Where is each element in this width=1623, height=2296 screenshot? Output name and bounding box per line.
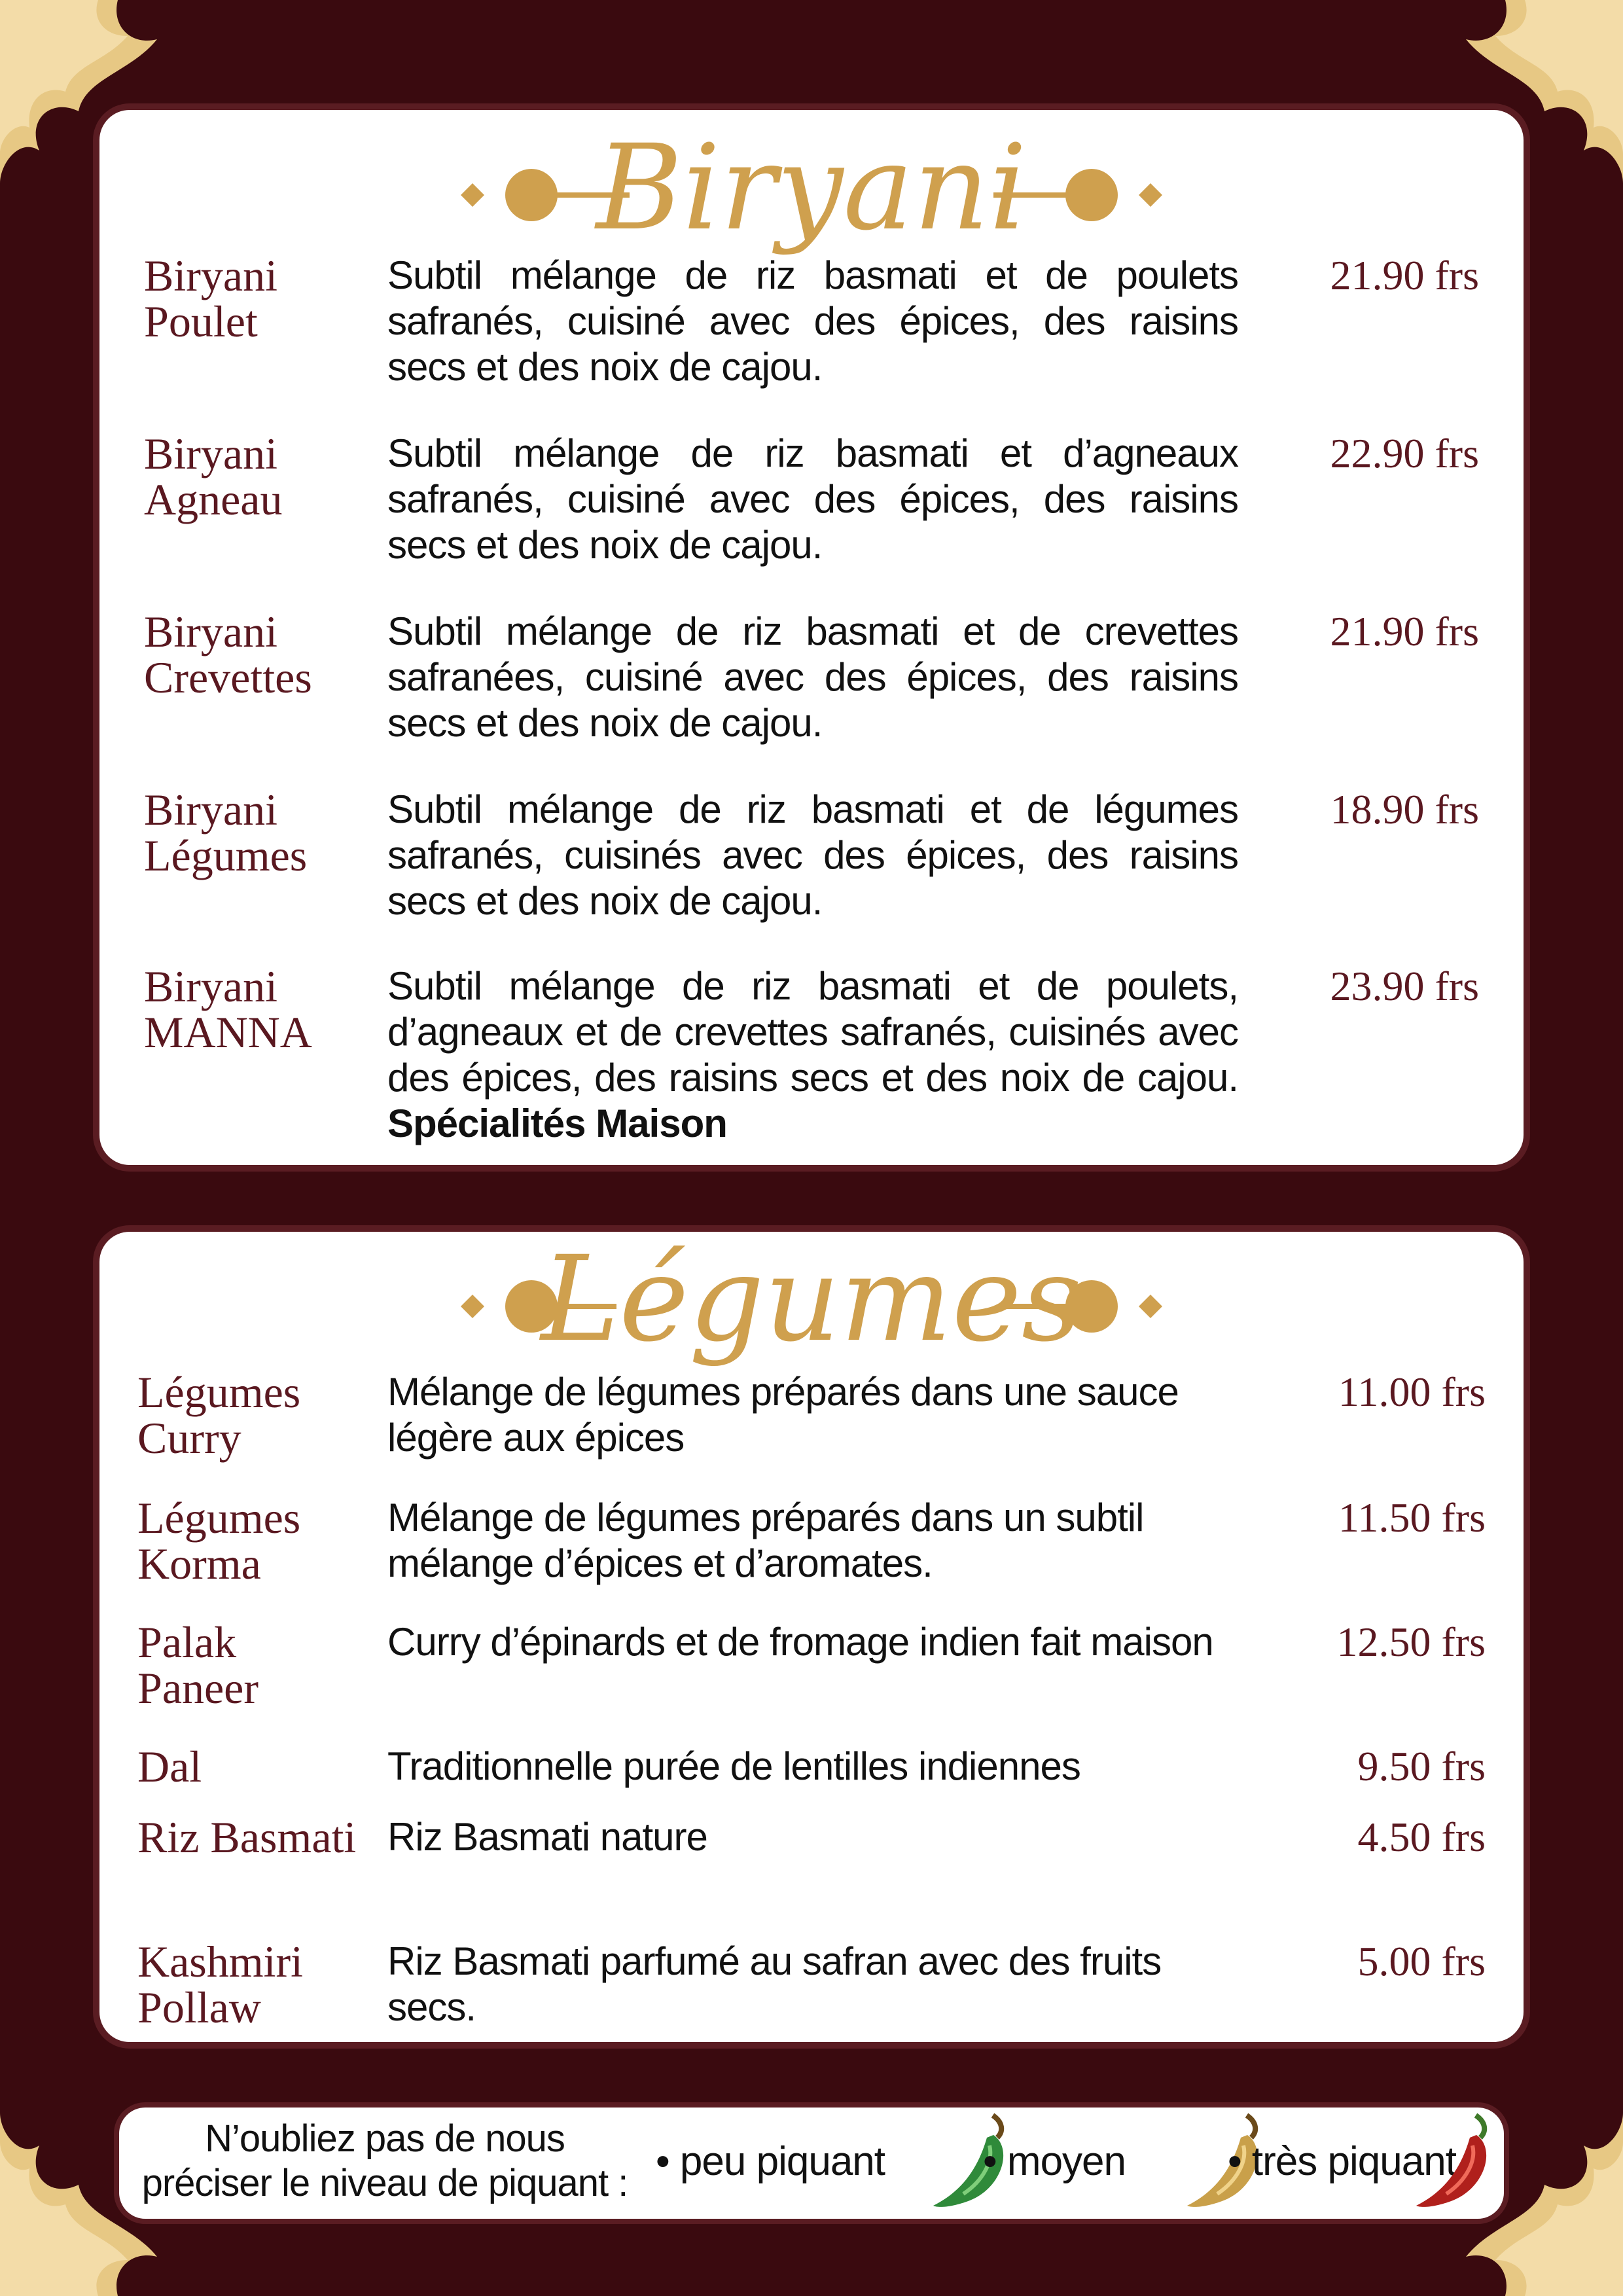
item-name: Légumes Curry: [137, 1367, 301, 1463]
item-name: Biryani Poulet: [144, 251, 277, 346]
item-price: 11.50 frs: [1338, 1494, 1486, 1541]
item-description: Subtil mélange de riz basmati et d’agneaux safranés, cuisiné avec des épices, des raisins secs et des noix de cajou.: [387, 431, 1238, 567]
item-name: Palak Paneer: [137, 1617, 259, 1713]
item-description: Riz Basmati parfumé au safran avec des fruits secs.: [387, 1939, 1162, 2029]
spice-level-hot: [1228, 2139, 1503, 2217]
spice-level-mild: [656, 2139, 1022, 2217]
section-title: Légumes: [541, 1231, 1082, 1368]
house-specialty-label: Spécialités Maison: [387, 1102, 727, 1145]
item-price: 4.50 frs: [1357, 1814, 1486, 1860]
item-description-text: Subtil mélange de riz basmati et de poulets, d’agneaux et de crevettes safranés, cuisinés avec des épices, des raisins secs et des noix de cajou.: [387, 964, 1238, 1100]
item-price: 9.50 frs: [1357, 1743, 1486, 1789]
item-price: 23.90 frs: [1330, 963, 1479, 1009]
item-description: [387, 963, 1238, 1147]
item-name: Biryani Crevettes: [144, 607, 312, 702]
item-price: 21.90 frs: [1330, 608, 1479, 655]
item-description: Mélange de légumes préparés dans un subtil mélange d’épices et d’aromates.: [387, 1496, 1144, 1585]
item-price: 11.00 frs: [1338, 1369, 1486, 1415]
spice-level-label: • très piquant: [1228, 2139, 1456, 2184]
item-description: Subtil mélange de riz basmati et de poulets safranés, cuisiné avec des épices, des raisins secs et des noix de cajou.: [387, 253, 1238, 389]
biryani-section: [99, 110, 1524, 1165]
item-name: Biryani Légumes: [144, 785, 308, 880]
item-description: Mélange de légumes préparés dans une sauce légère aux épices: [387, 1370, 1179, 1460]
item-price: 21.90 frs: [1330, 252, 1479, 298]
item-name: Kashmiri Pollaw: [137, 1937, 304, 2032]
item-price: 18.90 frs: [1330, 786, 1479, 833]
spice-level-legend: [119, 2108, 1504, 2219]
item-description: Traditionnelle purée de lentilles indiennes: [387, 1744, 1080, 1788]
item-description: Subtil mélange de riz basmati et de légumes safranés, cuisinés avec des épices, des raisins secs et des noix de cajou.: [387, 787, 1238, 923]
item-name: Dal: [137, 1742, 202, 1791]
item-name: Légumes Korma: [137, 1493, 301, 1588]
legumes-section: [99, 1232, 1524, 2042]
red-chili-icon: [1414, 2109, 1499, 2214]
item-price: 22.90 frs: [1330, 430, 1479, 476]
item-price: 12.50 frs: [1336, 1619, 1486, 1665]
spice-level-note: N’oubliez pas de nous préciser le niveau de piquant :: [141, 2117, 628, 2204]
spice-level-label: • moyen: [983, 2139, 1126, 2184]
item-name: Biryani Agneau: [144, 429, 283, 524]
item-description: Riz Basmati nature: [387, 1815, 707, 1859]
item-description: Subtil mélange de riz basmati et de crevettes safranées, cuisiné avec des épices, des raisins secs et des noix de cajou.: [387, 609, 1238, 745]
legumes-heading: [99, 1231, 1524, 1368]
section-title: Biryani: [596, 120, 1027, 257]
item-name: Riz Basmati: [137, 1812, 357, 1862]
spice-level-label: • peu piquant: [656, 2139, 885, 2184]
item-price: 5.00 frs: [1357, 1938, 1486, 1984]
biryani-heading: [99, 120, 1524, 257]
item-description: Curry d’épinards et de fromage indien fait maison: [387, 1620, 1213, 1664]
item-name: Biryani MANNA: [144, 961, 312, 1057]
